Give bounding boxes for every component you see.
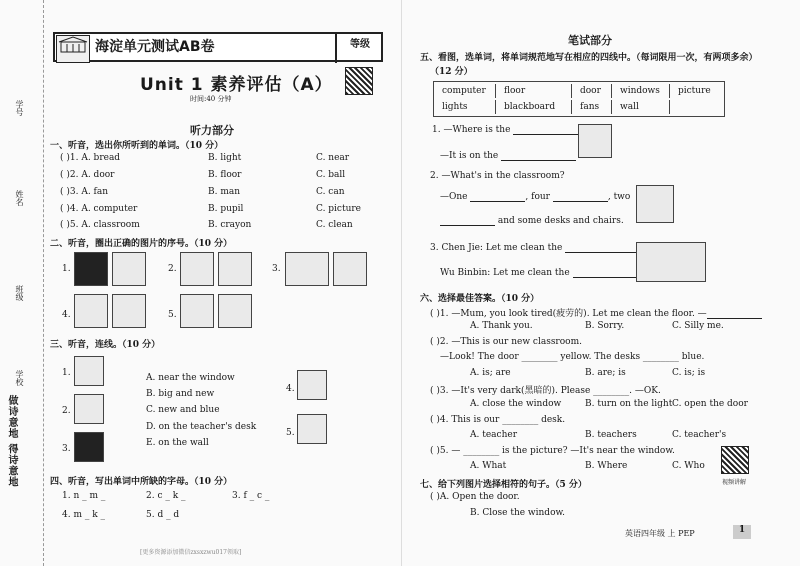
q3-phrase-b[interactable]: B. big and new <box>146 389 215 399</box>
unit-title: Unit 1 素养评估（A） <box>140 75 333 95</box>
q6-blank-1[interactable] <box>707 310 762 319</box>
q6-q2-opt-c[interactable]: C. is; is <box>672 368 706 378</box>
q1-row-4c: C. picture <box>316 204 362 214</box>
q5-item-3b: Wu Binbin: Let me clean the <box>440 268 648 278</box>
q2-num-4: 4. <box>62 310 71 320</box>
name-label: 姓名 <box>15 190 24 206</box>
q6-q3-opt-b[interactable]: B. turn on the light <box>585 399 673 409</box>
q1-row-5b: B. crayon <box>208 220 252 230</box>
word-door: door <box>574 84 612 98</box>
q6-q2-opt-a[interactable]: A. is; are <box>470 368 511 378</box>
q3-phrase-d[interactable]: D. on the teacher's desk <box>146 422 257 432</box>
q4-item-2[interactable]: 2. c _ k _ <box>146 491 186 501</box>
q3-fan-image[interactable] <box>74 394 104 424</box>
q2-4b-image[interactable] <box>112 294 146 328</box>
q3-phrase-a[interactable]: A. near the window <box>146 373 235 383</box>
q6-q1: ( )1. —Mum, you look tired(疲劳的). Let me clean the floor. — <box>430 306 762 319</box>
q2-1b-image[interactable] <box>112 252 146 286</box>
video-label: 视频讲解 <box>722 479 747 486</box>
q6-q3-opt-c[interactable]: C. open the door <box>672 399 748 409</box>
q5-blank-3a[interactable] <box>565 244 640 253</box>
q1-row-3b: B. man <box>208 187 241 197</box>
q6-q1-opt-b[interactable]: B. Sorry. <box>585 321 625 331</box>
q6-q5-opt-b[interactable]: B. Where <box>585 461 628 471</box>
motto-text: 做诗意地 得诗意地 <box>6 395 17 488</box>
publisher-logo <box>56 35 90 63</box>
word-floor: floor <box>498 84 572 98</box>
q6-q5-opt-c[interactable]: C. Who <box>672 461 705 471</box>
q3-phrase-c[interactable]: C. new and blue <box>146 405 220 415</box>
q1-row-3c: C. can <box>316 187 345 197</box>
q2-title: 二、听音，圈出正确的图片的序号。（10 分） <box>50 239 233 249</box>
word-wall: wall <box>614 100 670 114</box>
watermark-text: [更多资源添加微信zxsxzwu017领取] <box>140 549 242 556</box>
q3-num-3: 3. <box>62 444 71 454</box>
video-qr-code[interactable] <box>721 446 749 474</box>
word-computer: computer <box>436 84 496 98</box>
q1-row-4a: ( )4. A. computer <box>60 204 138 214</box>
q5-blank-2b[interactable] <box>553 193 608 202</box>
q2-2b-image[interactable] <box>218 252 252 286</box>
q2-num-2: 2. <box>168 264 177 274</box>
q4-item-1[interactable]: 1. n _ m _ <box>62 491 106 501</box>
q5-score: （12 分） <box>430 67 473 77</box>
writing-title: 笔试部分 <box>568 34 612 47</box>
q4-item-3[interactable]: 3. f _ c _ <box>232 491 270 501</box>
q1-row-2b: B. floor <box>208 170 242 180</box>
q6-q2: ( )2. —This is our new classroom. <box>430 337 582 347</box>
q5-item-1-a: —It is on the <box>440 151 576 161</box>
q7-opt-a[interactable]: ( )A. Open the door. <box>430 492 520 502</box>
q5-classroom-image <box>636 185 674 223</box>
q6-q3-opt-a[interactable]: A. close the window <box>470 399 562 409</box>
q1-row-2a: ( )2. A. door <box>60 170 115 180</box>
q6-q3: ( )3. —It's very dark(黑暗的). Please ________. —OK. <box>430 386 661 396</box>
q1-row-2c: C. ball <box>316 170 346 180</box>
q5-title: 五、看图，选单词，将单词规范地写在相应的四线中。（每词限用一次，有两项多余） <box>420 53 758 63</box>
q5-item-1-q: 1. —Where is the <box>432 125 588 135</box>
q4-title: 四、听音，写出单词中所缺的字母。（10 分） <box>50 477 233 487</box>
q2-num-1: 1. <box>62 264 71 274</box>
q2-5b-image[interactable] <box>218 294 252 328</box>
q3-title: 三、听音，连线。（10 分） <box>50 340 161 350</box>
school-label: 学校 <box>15 370 24 386</box>
word-bank <box>433 81 725 117</box>
page-divider <box>401 0 402 566</box>
listening-title: 听力部分 <box>190 124 234 137</box>
q6-q5-opt-a[interactable]: A. What <box>470 461 507 471</box>
q2-num-3: 3. <box>272 264 281 274</box>
q5-blank-2c[interactable] <box>440 217 495 226</box>
q2-3a-image[interactable] <box>285 252 329 286</box>
q3-num-5: 5. <box>286 428 295 438</box>
q3-num-1: 1. <box>62 368 71 378</box>
page-number: 1 <box>733 525 751 539</box>
q1-row-3a: ( )3. A. fan <box>60 187 109 197</box>
q6-q5: ( )5. — ________ is the picture? —It's near the window. <box>430 446 675 456</box>
q6-q4: ( )4. This is our ________ desk. <box>430 415 566 425</box>
word-picture: picture <box>678 86 711 96</box>
q5-blank-2a[interactable] <box>470 193 525 202</box>
q1-row-1a: ( )1. A. bread <box>60 153 121 163</box>
word-fans: fans <box>574 100 612 114</box>
q3-computer-image[interactable] <box>74 356 104 386</box>
q7-opt-b[interactable]: B. Close the window. <box>470 508 565 518</box>
q2-3b-image[interactable] <box>333 252 367 286</box>
q1-title: 一、听音，选出你所听到的单词。（10 分） <box>50 141 224 151</box>
q2-1a-image[interactable] <box>74 252 108 286</box>
q1-row-1c: C. near <box>316 153 350 163</box>
q2-4a-image[interactable] <box>74 294 108 328</box>
student-no-label: 学号 <box>15 100 24 116</box>
q5-item-2-line2: and some desks and chairs. <box>440 216 624 226</box>
q4-item-4[interactable]: 4. m _ k _ <box>62 510 106 520</box>
binding-strip <box>0 0 44 566</box>
q2-num-5: 5. <box>168 310 177 320</box>
q5-picture-image <box>578 124 612 158</box>
q5-blank-1b[interactable] <box>501 152 576 161</box>
word-empty <box>672 100 722 114</box>
q3-window-image[interactable] <box>297 414 327 444</box>
q1-row-4b: B. pupil <box>208 204 244 214</box>
q1-row-5c: C. clean <box>316 220 353 230</box>
word-blackboard: blackboard <box>498 100 572 114</box>
grade-box <box>335 33 383 63</box>
q5-item-2-q: 2. —What's in the classroom? <box>430 171 565 181</box>
q5-item-2-line1: —One , four , two <box>440 192 631 202</box>
q6-q1-opt-a[interactable]: A. Thank you. <box>470 321 533 331</box>
q3-door-image[interactable] <box>297 370 327 400</box>
q7-title: 七、给下列图片选择相符的句子。（5 分） <box>420 480 587 490</box>
q6-q2-opt-b[interactable]: B. are; is <box>585 368 626 378</box>
class-label: 班级 <box>15 285 24 301</box>
q6-q4-opt-b[interactable]: B. teachers <box>585 430 637 440</box>
q6-q1-opt-c[interactable]: C. Silly me. <box>672 321 724 331</box>
word-lights: lights <box>436 100 496 114</box>
q3-blackboard-image[interactable] <box>74 432 104 462</box>
q1-row-5a: ( )5. A. classroom <box>60 220 140 230</box>
q6-title: 六、选择最佳答案。（10 分） <box>420 294 540 304</box>
q1-row-1b: B. light <box>208 153 242 163</box>
q6-q4-opt-c[interactable]: C. teacher's <box>672 430 727 440</box>
word-windows: windows <box>614 84 670 98</box>
q3-phrase-e[interactable]: E. on the wall <box>146 438 209 448</box>
q2-5a-image[interactable] <box>180 294 214 328</box>
q5-item-3a: 3. Chen Jie: Let me clean the <box>430 243 640 253</box>
q4-item-5[interactable]: 5. d _ d <box>146 510 180 520</box>
building-icon <box>57 36 89 54</box>
q5-cleaning-image <box>636 242 706 282</box>
time-limit: 时间:40 分钟 <box>190 95 232 103</box>
grade-label: 等级 <box>350 39 370 50</box>
series-title: 海淀单元测试AB卷 <box>95 39 215 55</box>
q6-q2-line2: —Look! The door ________ yellow. The desks ________ blue. <box>440 352 705 362</box>
q2-2a-image[interactable] <box>180 252 214 286</box>
qr-code[interactable] <box>345 67 373 95</box>
footer-book: 英语四年级 上 PEP <box>625 529 695 538</box>
q6-q4-opt-a[interactable]: A. teacher <box>470 430 517 440</box>
q3-num-2: 2. <box>62 406 71 416</box>
q3-num-4: 4. <box>286 384 295 394</box>
